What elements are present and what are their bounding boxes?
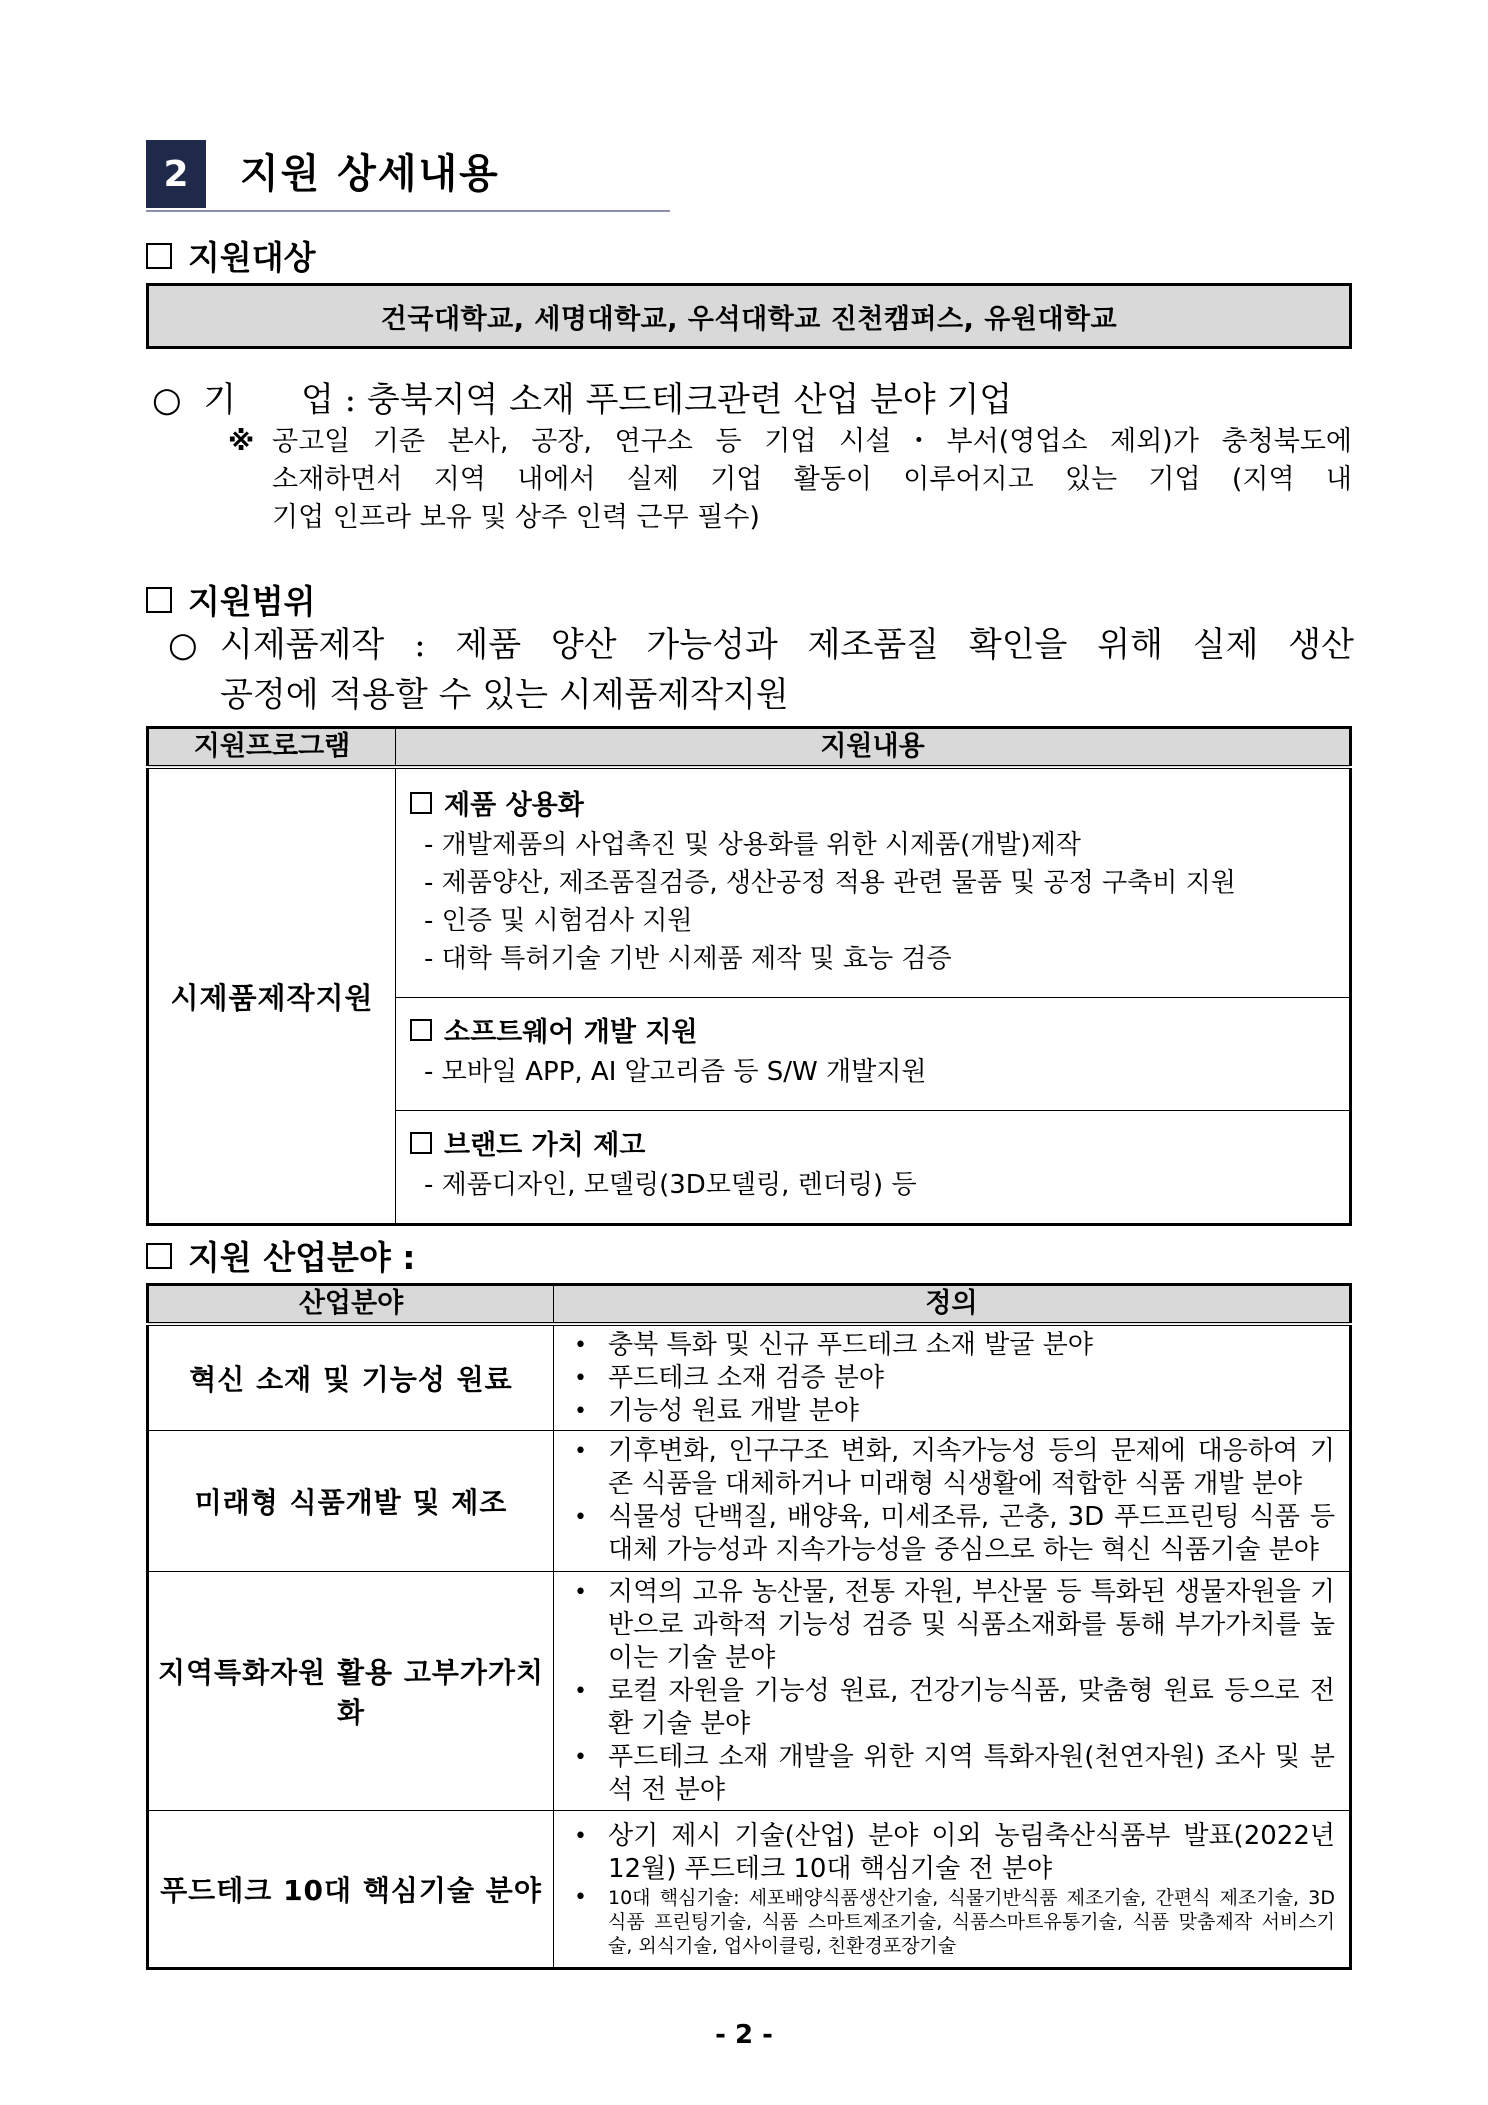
circle-bullet: ○: [168, 625, 198, 665]
industry-name: 푸드테크 10대 핵심기술 분야: [148, 1811, 554, 1969]
industry-name: 지역특화자원 활용 고부가가치화: [148, 1572, 554, 1811]
block-item: - 대학 특허기술 기반 시제품 제작 및 효능 검증: [424, 944, 952, 974]
target-heading-text: 지원대상: [188, 238, 316, 277]
note-mark: ※: [228, 426, 255, 457]
content-block: [396, 998, 1351, 1111]
circle-bullet: ○: [152, 380, 182, 420]
company-criteria: 기 업 : 충북지역 소재 푸드테크관련 산업 분야 기업: [203, 380, 1013, 420]
block-item: - 인증 및 시험검사 지원: [424, 906, 693, 936]
block-title: 브랜드 가치 제고: [444, 1130, 646, 1161]
program-name: 시제품제작지원: [148, 767, 396, 1225]
target-heading: [146, 232, 316, 279]
col-header-industry: 산업분야: [148, 1285, 554, 1325]
note-line: 기업 인프라 보유 및 상주 인력 근무 필수): [272, 502, 760, 533]
definition-item: • 지역의 고유 농산물, 전통 자원, 부산물 등 특화된 생물자원을 기반으로 과학적 기능성 검증 및 식품소재화를 통해 부가가치를 높이는 기술 분야: [554, 1576, 1335, 1675]
industry-definition: [554, 1572, 1351, 1811]
industry-name: 미래형 식품개발 및 제조: [148, 1431, 554, 1572]
block-item: - 제품디자인, 모델링(3D모델링, 렌더링) 등: [424, 1170, 917, 1200]
block-item: - 제품양산, 제조품질검증, 생산공정 적용 관련 물품 및 공정 구축비 지원: [424, 868, 1236, 898]
content-block: [396, 767, 1351, 998]
industry-name: 혁신 소재 및 기능성 원료: [148, 1324, 554, 1431]
page-number: - 2 -: [715, 2020, 773, 2050]
industry-table: [146, 1283, 1352, 1970]
definition-item: • 로컬 자원을 기능성 원료, 건강기능식품, 맞춤형 원료 등으로 전환 기술 분야: [554, 1675, 1335, 1741]
block-title: 제품 상용화: [444, 790, 584, 821]
block-item: - 모바일 APP, AI 알고리즘 등 S/W 개발지원: [424, 1057, 927, 1087]
section-number: 2: [146, 140, 206, 208]
company-line: [152, 372, 1012, 421]
checkbox-square-icon: [410, 1132, 432, 1154]
scope-desc-line2: 공정에 적용할 수 있는 시제품제작지원: [220, 675, 789, 715]
block-item: - 개발제품의 사업촉진 및 상용화를 위한 시제품(개발)제작: [424, 830, 1081, 860]
scope-heading-text: 지원범위: [188, 582, 316, 621]
definition-item: • 푸드테크 소재 개발을 위한 지역 특화자원(천연자원) 조사 및 분석 전 분야: [554, 1741, 1335, 1807]
scope-heading: [146, 576, 316, 623]
definition-item-small: • 10대 핵심기술: 세포배양식품생산기술, 식물기반식품 제조기술, 간편식 제조기술, 3D 식품 프린팅기술, 식품 스마트제조기술, 식품스마트유통기술, 식품 맞춤제작 서비스기술, 외식기술, 업사이클링, 친환경포장기술: [554, 1886, 1335, 1958]
industry-definition: [554, 1811, 1351, 1969]
definition-item: • 기후변화, 인구구조 변화, 지속가능성 등의 문제에 대응하여 기존 식품을 대체하거나 미래형 식생활에 적합한 식품 개발 분야: [554, 1435, 1335, 1501]
industry-definition: [554, 1324, 1351, 1431]
checkbox-square-icon: [410, 792, 432, 814]
checkbox-square-icon: [146, 243, 172, 269]
scope-table: [146, 726, 1352, 1226]
definition-item: • 식물성 단백질, 배양육, 미세조류, 곤충, 3D 푸드프린팅 식품 등 대체 가능성과 지속가능성을 중심으로 하는 혁신 식품기술 분야: [554, 1501, 1335, 1567]
definition-item: • 푸드테크 소재 검증 분야: [554, 1362, 1335, 1395]
block-title: 소프트웨어 개발 지원: [444, 1017, 698, 1048]
note-line: 소재하면서 지역 내에서 실제 기업 활동이 이루어지고 있는 기업 (지역 내: [272, 464, 1352, 495]
scope-desc-line1: 시제품제작 : 제품 양산 가능성과 제조품질 확인을 위해 실제 생산: [220, 625, 1354, 665]
checkbox-square-icon: [146, 1243, 172, 1269]
col-header-content: 지원내용: [396, 728, 1351, 768]
definition-item: • 기능성 원료 개발 분야: [554, 1395, 1335, 1428]
company-note: [228, 423, 1352, 537]
industry-heading-text: 지원 산업분야 :: [188, 1238, 416, 1277]
section-underline: [146, 210, 670, 212]
note-line: 공고일 기준 본사, 공장, 연구소 등 기업 시설・부서(영업소 제외)가 충청북도에: [272, 426, 1352, 457]
checkbox-square-icon: [146, 587, 172, 613]
definition-item: • 충북 특화 및 신규 푸드테크 소재 발굴 분야: [554, 1329, 1335, 1362]
section-title: 지원 상세내용: [240, 151, 500, 197]
industry-heading: [146, 1232, 415, 1279]
university-list: 건국대학교, 세명대학교, 우석대학교 진천캠퍼스, 유원대학교: [380, 303, 1118, 335]
col-header-program: 지원프로그램: [148, 728, 396, 768]
content-block: [396, 1111, 1351, 1225]
definition-item: • 상기 제시 기술(산업) 분야 이외 농림축산식품부 발표(2022년 12월) 푸드테크 10대 핵심기술 전 분야: [554, 1820, 1335, 1886]
col-header-definition: 정의: [554, 1285, 1351, 1325]
checkbox-square-icon: [410, 1019, 432, 1041]
industry-definition: [554, 1431, 1351, 1572]
scope-description: [168, 620, 1354, 720]
university-box: [146, 283, 1352, 349]
